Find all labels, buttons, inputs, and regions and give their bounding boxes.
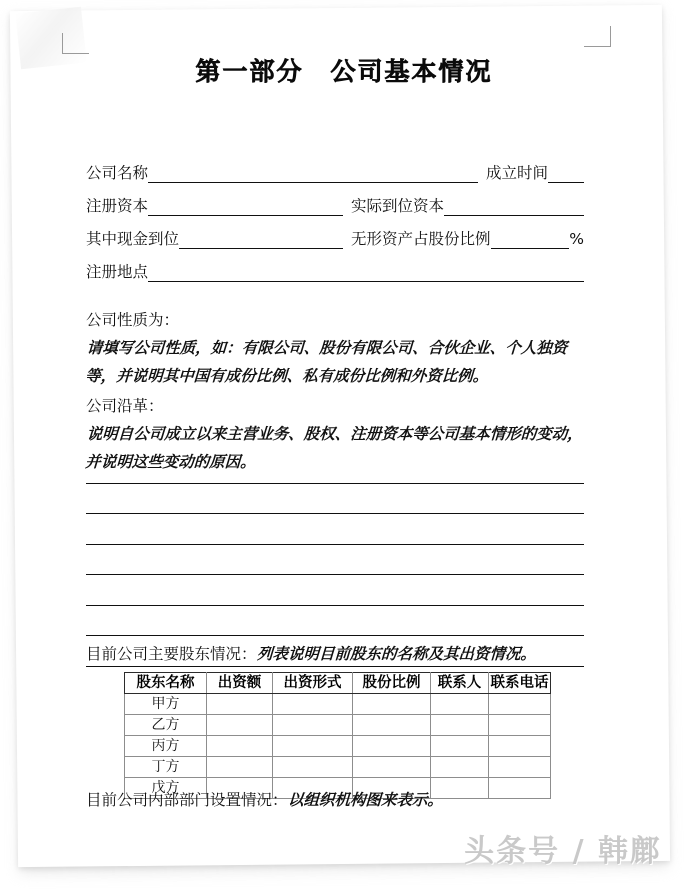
column-header-shareholder-name: 股东名称 bbox=[125, 673, 207, 694]
cell-contribution-amount[interactable] bbox=[207, 715, 273, 736]
field-label-established-date: 成立时间 bbox=[486, 163, 549, 182]
cell-contact-phone[interactable] bbox=[489, 757, 551, 778]
paragraph-departments bbox=[86, 786, 586, 814]
cell-contribution-amount[interactable] bbox=[207, 736, 273, 757]
column-header-contact-phone: 联系电话 bbox=[489, 673, 551, 694]
table-row bbox=[125, 694, 551, 715]
cell-share-ratio[interactable] bbox=[353, 736, 431, 757]
cell-contribution-form[interactable] bbox=[273, 694, 353, 715]
watermark: 头条号 / 韩鄜 bbox=[464, 834, 662, 869]
field-rule-registered-capital[interactable] bbox=[148, 199, 343, 216]
table-header-row bbox=[125, 673, 551, 694]
cell-contact-phone[interactable] bbox=[489, 715, 551, 736]
blank-writing-lines bbox=[86, 453, 584, 667]
cell-share-ratio[interactable] bbox=[353, 757, 431, 778]
cell-contribution-amount[interactable] bbox=[207, 694, 273, 715]
field-label-intangible-ratio: 无形资产占股份比例 bbox=[351, 229, 491, 248]
label-shareholders: 目前公司主要股东情况： bbox=[86, 645, 257, 663]
percent-sign: % bbox=[569, 229, 584, 248]
page-title: 第一部分 公司基本情况 bbox=[195, 57, 493, 86]
cell-contact-person[interactable] bbox=[431, 736, 489, 757]
company-info-fields bbox=[86, 150, 584, 282]
field-row-company-name bbox=[86, 150, 584, 183]
field-label-company-name: 公司名称 bbox=[86, 163, 149, 182]
field-row-registered-address bbox=[86, 249, 584, 282]
cell-shareholder-name[interactable]: 甲方 bbox=[125, 694, 207, 715]
column-header-share-ratio: 股份比例 bbox=[353, 673, 431, 694]
cell-contact-phone[interactable] bbox=[489, 694, 551, 715]
cell-share-ratio[interactable] bbox=[353, 694, 431, 715]
column-header-contact-person: 联系人 bbox=[431, 673, 489, 694]
cell-share-ratio[interactable] bbox=[353, 715, 431, 736]
table-row bbox=[125, 757, 551, 778]
blank-line[interactable] bbox=[86, 545, 584, 576]
table-row bbox=[125, 736, 551, 757]
instruction-company-history: 说明自公司成立以来主营业务、股权、注册资本等公司基本情形的变动，并说明这些变动的原因。 bbox=[84, 425, 584, 471]
blank-line[interactable] bbox=[86, 453, 584, 484]
label-company-nature: 公司性质为： bbox=[86, 311, 180, 329]
blank-line[interactable] bbox=[86, 484, 584, 515]
blank-line[interactable] bbox=[86, 514, 584, 545]
cell-shareholder-name[interactable]: 丁方 bbox=[125, 757, 207, 778]
field-label-paidin-capital: 实际到位资本 bbox=[351, 196, 445, 215]
field-label-registered-address: 注册地点 bbox=[86, 262, 149, 281]
cell-contribution-form[interactable] bbox=[273, 715, 353, 736]
instruction-company-nature: 请填写公司性质，如：有限公司、股份有限公司、合伙企业、个人独资等，并说明其中国有成份比例、私有成份比例和外资比例。 bbox=[84, 339, 568, 385]
cell-contribution-amount[interactable] bbox=[207, 757, 273, 778]
blank-line[interactable] bbox=[86, 606, 584, 637]
paragraph-company-nature bbox=[86, 306, 586, 390]
instruction-shareholders: 列表说明目前股东的名称及其出资情况。 bbox=[256, 645, 537, 663]
cell-contribution-form[interactable] bbox=[273, 736, 353, 757]
table-row bbox=[125, 715, 551, 736]
field-label-registered-capital: 注册资本 bbox=[86, 196, 149, 215]
crop-mark-top-left bbox=[62, 33, 89, 54]
cell-shareholder-name[interactable]: 乙方 bbox=[125, 715, 207, 736]
instruction-departments: 以组织机构图来表示。 bbox=[287, 791, 444, 809]
field-row-registered-capital bbox=[86, 183, 584, 216]
cell-shareholder-name[interactable]: 戊方 bbox=[125, 778, 207, 799]
field-rule-paidin-capital[interactable] bbox=[444, 199, 584, 216]
shareholder-table bbox=[124, 672, 551, 799]
cell-contact-person[interactable] bbox=[431, 694, 489, 715]
field-rule-established-date[interactable] bbox=[548, 166, 584, 183]
cell-shareholder-name[interactable]: 丙方 bbox=[125, 736, 207, 757]
field-rule-registered-address[interactable] bbox=[148, 265, 584, 282]
cell-contact-phone[interactable] bbox=[489, 736, 551, 757]
blank-line[interactable] bbox=[86, 575, 584, 606]
column-header-contribution-form: 出资形式 bbox=[273, 673, 353, 694]
field-rule-company-name[interactable] bbox=[148, 166, 478, 183]
column-header-contribution-amount: 出资额 bbox=[207, 673, 273, 694]
cell-contact-person[interactable] bbox=[431, 715, 489, 736]
label-departments: 目前公司内部部门设置情况： bbox=[86, 791, 288, 809]
crop-mark-top-right bbox=[584, 26, 611, 47]
field-rule-intangible-ratio[interactable] bbox=[491, 232, 570, 249]
field-rule-cash-paidin[interactable] bbox=[179, 232, 343, 249]
cell-contribution-form[interactable] bbox=[273, 757, 353, 778]
label-company-history: 公司沿革： bbox=[86, 397, 164, 415]
cell-contact-person[interactable] bbox=[431, 757, 489, 778]
field-label-cash-paidin: 其中现金到位 bbox=[86, 229, 180, 248]
field-row-cash-paidin bbox=[86, 216, 584, 249]
paragraph-shareholders bbox=[86, 640, 586, 668]
